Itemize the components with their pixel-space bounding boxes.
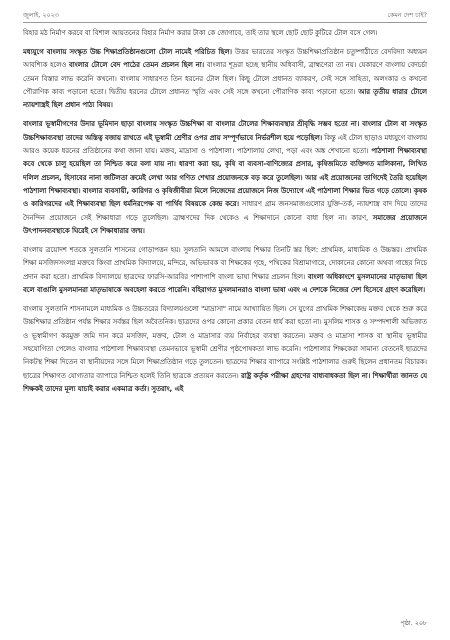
- page-number: পৃষ্ঠা. ২০৮: [400, 620, 427, 627]
- text-run: কিন্তু এই টোল ছাড়াও মধ্যযুগে বাংলায় আরও কয়েক ধরনের প্রতিষ্ঠানের কথা জানা যায়। মক্তব, মাদ্রাসা ও পাঠশালা। পাঠশালায় লেখা, পড়া এবং অঙ্ক শেখানো হতো।: [23, 133, 427, 155]
- header-divider: [23, 22, 427, 23]
- bold-text-run: বাংলা অধিকাংশে মুসলমানের মাতৃভাষা ছিল বলে বাঙালি মুসলমানরা মাতৃভাষাকে অবহেলা করতে পারেনি। বহিরাগত মুসলমানরাও বাংলা ভাষা এবং এ দেশকে নিজের দেশ হিসেবে গ্রহণ করেছিল।: [23, 272, 427, 294]
- bold-text-run: রাষ্ট্র কর্তৃক পরীক্ষা গ্রহণের বাধ্যবাধকতা ছিল না। শিক্ষার্থীরা জানত যে শিক্ষকই তাদের মূল্য যাচাই করার একমাত্র কর্তা। সুতরাং, এই: [23, 371, 427, 393]
- body-paragraph: [23, 303, 427, 396]
- running-header: [23, 8, 427, 22]
- bold-text-run: বাংলার ভূস্বামীগণের উদার ভূমিদান ছাড়া বাংলায় সংস্কৃত উচ্চশিক্ষা বা বাংলার টোলের শিক্ষাব্যবস্থার শ্রীবৃদ্ধি সম্ভব হতো না। বাংলার টোল বা সংস্কৃত উচ্চশিক্ষাব্যবস্থা তাদের অস্তিত্ব বজায় রাখতে এই ভূস্বামী শ্রেণীর ওপর প্রায় সম্পূর্ণভাবে নির্ভরশীল হয়ে পড়েছিল।: [23, 120, 427, 142]
- body-paragraph: [23, 118, 427, 238]
- text-run: বাংলায় ত্রয়োদশ শতকে সুলতানি শাসনের গোড়াপত্তন হয়। সুলতানি আমলে বাংলায় শিক্ষার তিনটি স্তর ছিল: প্রাথমিক, মাধ্যমিক ও উচ্চস্তর। প্রাথমিক শিক্ষা মসজিদসংলগ্ন মক্তবে কিংবা প্রাথমিক বিদ্যালয়ে, মন্দিরে, অভিভাবক বা শিক্ষকের গৃহে, পথিকের বিশ্রামাগারে, দোকানের কোনো অথবা গাছের নিচে প্রদান করা হতো। প্রাথমিক বিদ্যালয়ে ছাত্রদের ফারসি-আরবির পাশাপাশি বাংলা ভাষা শিক্ষার প্রচলন ছিল।: [23, 245, 427, 281]
- bold-text-run: সমাজের প্রয়োজনে উৎপাদনব্যবস্থাকে ঘিরেই সে শিক্ষাধারার জন্ম।: [23, 213, 427, 235]
- body-paragraph: [23, 244, 427, 297]
- bold-text-run: আর তৃতীয় ধারার টোলে ন্যায়শাস্ত্রই ছিল প্রধান পাঠ্য বিষয়।: [23, 87, 427, 110]
- text-run: বাংলার শূদ্ররা হচ্ছে স্থানীয় অধিবাসী, ব্রাহ্মণেরা তা নয়। যেকারণে বাংলায় বেদচর্চা তেমন বিস্তার লাভ করেনি কখনো। বাংলায় সাধারণত তিন ধরনের টোল ছিল। কিছু টোলে প্রধানত ব্যাকরণ, সেই সঙ্গে সাহিত্য, অলংকার ও কখনো পৌরাণিক কাব্য পড়ানো হতো। দ্বিতীয় ধরনের টোলে প্রধানত স্মৃতি এবং সেই সঙ্গে কখনো পৌরাণিক কাব্য পড়ানো হতো।: [23, 61, 427, 96]
- header-title: কেমন দেশ চাই?: [387, 12, 427, 19]
- header-date: জুলাই, ২০২৩: [23, 12, 59, 19]
- text-run: বাংলায় সুলতানি শাসনামলে মাধ্যমিক ও উচ্চতরের বিদ্যালয়গুলো "মাদ্রাসা" নামে আখ্যায়িত ছিল। সে যুগের প্রাথমিক শিক্ষাকেন্দ্র মক্তব থেকে শুরু করে উচ্চশিক্ষার প্রতিষ্ঠান পর্যন্ত শিক্ষার সর্বস্তর ছিল অবৈতনিক। ছাত্রদের ওপর কোনো প্রকার বেতন ধার্য করা হতো না। মুসলিম শাসক ও সম্পদশালী অভিজাত ও ভূস্বামীগণ করমুক্ত জমি দান করে মসজিদ, মক্তব, টোল ও মাদ্রাসার ব্যয় নির্বাহের ব্যবস্থা করতেন। মক্তব ও মাদ্রাসা শাসক বা স্থানীয় ভূস্বামীর সহযোগিতা পেলেও বাংলার পাঠশালা শিক্ষাব্যবস্থা তেমনভাবে ভূস্বামী শ্রেণীর পৃষ্ঠপোষকতা লাভ করেনি। পাঠশালার শিক্ষকেরা সামান্য বেতনেই ছাত্রদের নিকটস্থ শিক্ষা দিতেন বা স্থানীয়দের সঙ্গে মিলে শিক্ষাপ্রতিষ্ঠান গড়ে তুলতেন। ছাত্রদের শিক্ষার ব্যাপারে সংশ্লিষ্ট পাঠশালার গুরুই ছিলেন প্রধানতম বিচারক। ছাত্রের শিক্ষাগত যোগ্যতার ব্যাপারে নিশ্চিত হলেই তিনি ছাত্রকে প্রত্যয়ন করতেন।: [23, 304, 427, 380]
- bold-text-run: মধ্যযুগে বাংলায় সংস্কৃত উচ্চ শিক্ষাপ্রতিষ্ঠানগুলো টোল নামেই পরিচিত ছিল।: [23, 47, 232, 56]
- bold-text-run: পাঠশালা শিক্ষাব্যবস্থা কবে থেকে চালু হয়েছিল তা নিশ্চিত করে বলা যায় না। ধারণা করা হয়, কৃষি বা ব্যবসা-বাণিজ্যের প্রসার, কৃষিজমিতে ব্যক্তিগত মালিকানা, লিখিত দলিল প্রচলন, হিসাবের নানা জটিলতা ক্রমেই লেখা আর গণিত শেখার প্রয়োজনকে বড় করে তুলেছিল। আর এই প্রয়োজনের তাগিদেই তৈরি হয়েছিল পাঠশালা শিক্ষাব্যবস্থা।: [23, 146, 427, 195]
- body-paragraph: [23, 46, 427, 113]
- article-body: [23, 27, 427, 611]
- text-run: বিহার মঠ নির্মাণ করবে বা বিশাল আয়তনের বিহার নির্মাণ করার টাকা কে জোগাবে, তাই তার স্থলে ছোট ছোট কুটিরে টোল বসে গেল।: [23, 29, 378, 37]
- body-paragraph: [23, 27, 427, 40]
- bold-text-run: বাংলার টোলে বেদ পাঠের তেমন প্রচলন ছিল না।: [68, 61, 205, 70]
- text-run: উত্তর ভারতের সংস্কৃত উচ্চশিক্ষাপ্রতিষ্ঠান চতুষ্পাঠীতে বেদবিদ্যা অধ্যয়ন আবশ্যিক হলেও: [23, 47, 427, 70]
- text-run: সাধারণ গ্রাম জনসমাজগুলোর যুক্তি-তর্ক, ন্যায়শাস্ত্র বাদ দিয়ে তাদের দৈনন্দিন প্রয়োজনে সেই শিক্ষাধারা গড়ে তুলেছিল। ব্রাহ্মণদের দিক থেকেও এ শিক্ষাদানে কোনো বাধা ছিল না। কারণ,: [23, 200, 427, 222]
- bold-text-run: বাংলার ব্যবসায়ী, কারিগর ও কৃষিজীবীরা মিলে নিজেদের প্রয়োজনে নিজ উদ্যোগে এই পাঠশালা শিক্ষার ভিত গড়ে তোলে। কৃষক ও কারিগরদের এই শিক্ষাব্যবস্থা ছিল ধর্মনিরপেক্ষ বা পার্থিব বিষয়কে কেন্দ্র করে।: [23, 186, 427, 209]
